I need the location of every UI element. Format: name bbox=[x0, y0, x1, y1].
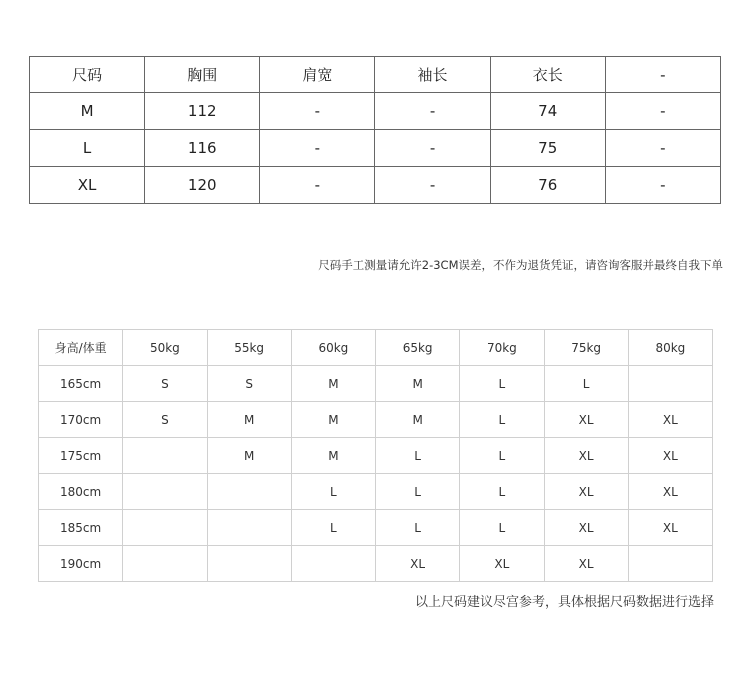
header-cell: 衣长 bbox=[490, 57, 605, 93]
table-cell: XL bbox=[628, 474, 712, 510]
table-cell: XL bbox=[628, 438, 712, 474]
table-cell bbox=[291, 546, 375, 582]
table-cell: M bbox=[291, 438, 375, 474]
header-cell: 肩宽 bbox=[260, 57, 375, 93]
table-cell: XL bbox=[628, 402, 712, 438]
table-cell: L bbox=[291, 474, 375, 510]
row-label-cell: 185cm bbox=[39, 510, 123, 546]
recommend-table-header-row bbox=[39, 330, 713, 366]
header-cell: 袖长 bbox=[375, 57, 490, 93]
table-cell: - bbox=[375, 93, 490, 130]
recommend-table-row bbox=[39, 474, 713, 510]
table-cell: 120 bbox=[145, 167, 260, 204]
table-cell: 76 bbox=[490, 167, 605, 204]
header-cell: 70kg bbox=[460, 330, 544, 366]
table-cell: XL bbox=[544, 402, 628, 438]
size-measurement-table bbox=[29, 56, 721, 204]
table-cell: M bbox=[376, 402, 460, 438]
row-label-cell: 165cm bbox=[39, 366, 123, 402]
table-cell: - bbox=[605, 130, 720, 167]
row-label-cell: XL bbox=[30, 167, 145, 204]
table-cell: - bbox=[605, 167, 720, 204]
table-cell: - bbox=[605, 93, 720, 130]
header-cell: 胸围 bbox=[145, 57, 260, 93]
table-cell: XL bbox=[628, 510, 712, 546]
table-cell: XL bbox=[376, 546, 460, 582]
recommend-table-row bbox=[39, 438, 713, 474]
row-label-cell: 180cm bbox=[39, 474, 123, 510]
row-label-cell: L bbox=[30, 130, 145, 167]
table-cell bbox=[123, 510, 207, 546]
row-label-cell: 170cm bbox=[39, 402, 123, 438]
recommend-table-row bbox=[39, 546, 713, 582]
recommend-table-row bbox=[39, 366, 713, 402]
size-table-row bbox=[30, 130, 721, 167]
header-cell: 尺码 bbox=[30, 57, 145, 93]
header-cell: 55kg bbox=[207, 330, 291, 366]
table-cell bbox=[123, 438, 207, 474]
table-cell bbox=[123, 546, 207, 582]
size-table-header-row bbox=[30, 57, 721, 93]
table-cell: 74 bbox=[490, 93, 605, 130]
table-cell: M bbox=[376, 366, 460, 402]
table-cell: M bbox=[207, 402, 291, 438]
table-cell bbox=[207, 474, 291, 510]
row-label-cell: 175cm bbox=[39, 438, 123, 474]
table-cell: L bbox=[291, 510, 375, 546]
table-cell bbox=[628, 366, 712, 402]
table-cell bbox=[628, 546, 712, 582]
table-cell: L bbox=[376, 510, 460, 546]
table-cell: 112 bbox=[145, 93, 260, 130]
recommend-table-row bbox=[39, 402, 713, 438]
header-cell: 60kg bbox=[291, 330, 375, 366]
table-cell: XL bbox=[460, 546, 544, 582]
table-cell bbox=[123, 474, 207, 510]
table-cell: XL bbox=[544, 474, 628, 510]
table-cell: XL bbox=[544, 438, 628, 474]
measurement-disclaimer: 尺码手工测量请允许2-3CM误差，不作为退货凭证，请咨询客服并最终自我下单 bbox=[318, 258, 723, 272]
table-cell: M bbox=[291, 402, 375, 438]
header-cell: 50kg bbox=[123, 330, 207, 366]
size-recommendation-table bbox=[38, 329, 713, 582]
header-cell: 75kg bbox=[544, 330, 628, 366]
table-cell: XL bbox=[544, 510, 628, 546]
table-cell: 75 bbox=[490, 130, 605, 167]
table-cell: - bbox=[260, 130, 375, 167]
table-cell bbox=[207, 546, 291, 582]
table-cell: L bbox=[376, 474, 460, 510]
table-cell: L bbox=[460, 474, 544, 510]
table-cell: S bbox=[207, 366, 291, 402]
size-table-row bbox=[30, 167, 721, 204]
table-cell: L bbox=[460, 438, 544, 474]
table-cell: - bbox=[260, 167, 375, 204]
header-cell: - bbox=[605, 57, 720, 93]
table-cell: L bbox=[376, 438, 460, 474]
table-cell: S bbox=[123, 402, 207, 438]
table-cell: L bbox=[460, 402, 544, 438]
table-cell: L bbox=[460, 366, 544, 402]
row-label-cell: 190cm bbox=[39, 546, 123, 582]
table-cell: S bbox=[123, 366, 207, 402]
table-cell: M bbox=[291, 366, 375, 402]
table-cell: L bbox=[460, 510, 544, 546]
table-cell: - bbox=[375, 167, 490, 204]
recommend-table-row bbox=[39, 510, 713, 546]
table-cell: M bbox=[207, 438, 291, 474]
table-cell: XL bbox=[544, 546, 628, 582]
table-cell: - bbox=[375, 130, 490, 167]
header-cell: 65kg bbox=[376, 330, 460, 366]
table-cell: - bbox=[260, 93, 375, 130]
header-cell: 身高/体重 bbox=[39, 330, 123, 366]
row-label-cell: M bbox=[30, 93, 145, 130]
header-cell: 80kg bbox=[628, 330, 712, 366]
table-cell: 116 bbox=[145, 130, 260, 167]
table-cell bbox=[207, 510, 291, 546]
size-table-row bbox=[30, 93, 721, 130]
recommendation-note: 以上尺码建议尽宫参考，具体根据尺码数据进行选择 bbox=[414, 595, 714, 610]
table-cell: L bbox=[544, 366, 628, 402]
